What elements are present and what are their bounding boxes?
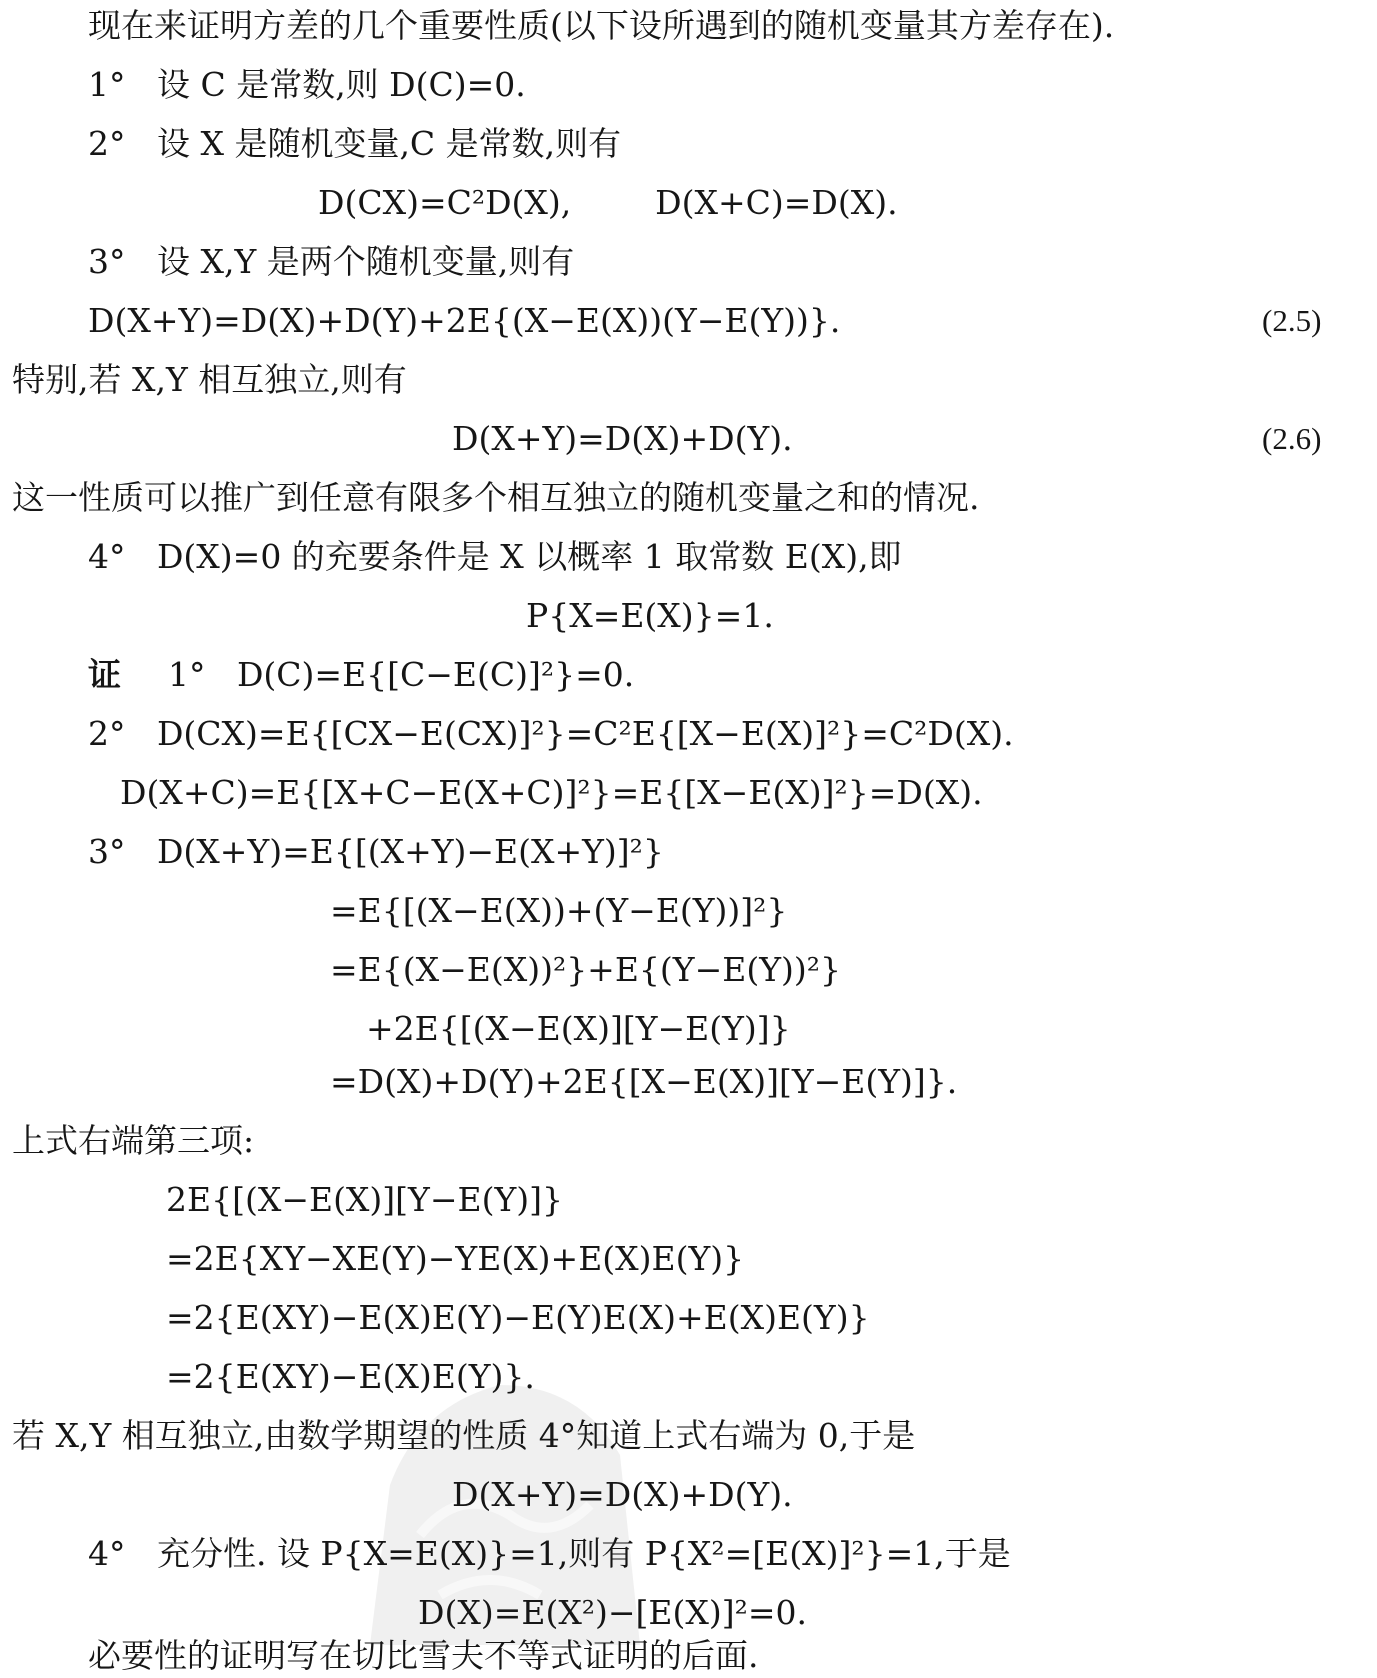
text-line: 这一性质可以推广到任意有限多个相互独立的随机变量之和的情况. — [12, 478, 980, 517]
formula-line: =E{[(X−E(X))+(Y−E(Y))]²} — [330, 891, 788, 930]
text-line: 4° 充分性. 设 P{X=E(X)}=1,则有 P{X²=[E(X)]²}=1,于是 — [88, 1534, 1011, 1573]
formula-line: =2E{XY−XE(Y)−YE(X)+E(X)E(Y)} — [166, 1239, 745, 1278]
text-line: 上式右端第三项: — [12, 1121, 255, 1160]
formula-line: +2E{[(X−E(X)][Y−E(Y)]} — [366, 1009, 791, 1048]
formula-line: P{X=E(X)}=1. — [526, 596, 774, 635]
formula-line: D(X+Y)=D(X)+D(Y). — [452, 1475, 793, 1514]
formula-line: =E{(X−E(X))²}+E{(Y−E(Y))²} — [330, 950, 841, 989]
text-line: 现在来证明方差的几个重要性质(以下设所遇到的随机变量其方差存在). — [88, 6, 1115, 45]
equation-number: (2.6) — [1262, 421, 1322, 456]
text-line: 必要性的证明写在切比雪夫不等式证明的后面. — [88, 1636, 759, 1675]
formula-line: 2° D(CX)=E{[CX−E(CX)]²}=C²E{[X−E(X)]²}=C²D(X). — [88, 714, 1014, 753]
formula-line: =D(X)+D(Y)+2E{[X−E(X)][Y−E(Y)]}. — [330, 1062, 958, 1101]
text-line: 1° 设 C 是常数,则 D(C)=0. — [88, 65, 526, 104]
text-line: 4° D(X)=0 的充要条件是 X 以概率 1 取常数 E(X),即 — [88, 537, 902, 576]
formula-line: =2{E(XY)−E(X)E(Y)−E(Y)E(X)+E(X)E(Y)} — [166, 1298, 870, 1337]
formula-line: D(X)=E(X²)−[E(X)]²=0. — [418, 1593, 808, 1632]
text-line: 3° 设 X,Y 是两个随机变量,则有 — [88, 242, 575, 281]
proof-label: 证 — [88, 655, 121, 694]
formula-line: =2{E(XY)−E(X)E(Y)}. — [166, 1357, 535, 1396]
formula-line: D(X+C)=E{[X+C−E(X+C)]²}=E{[X−E(X)]²}=D(X). — [120, 773, 983, 812]
text-line: 若 X,Y 相互独立,由数学期望的性质 4°知道上式右端为 0,于是 — [12, 1416, 916, 1455]
text-line: 特别,若 X,Y 相互独立,则有 — [12, 360, 407, 399]
formula-line: D(X+Y)=D(X)+D(Y)+2E{(X−E(X))(Y−E(Y))}. — [88, 301, 841, 340]
equation-number: (2.5) — [1262, 303, 1322, 338]
formula-line: 1° D(C)=E{[C−E(C)]²}=0. — [168, 655, 635, 694]
formula-line: 3° D(X+Y)=E{[(X+Y)−E(X+Y)]²} — [88, 832, 664, 871]
formula-line: 2E{[(X−E(X)][Y−E(Y)]} — [166, 1180, 563, 1219]
formula-line: D(X+Y)=D(X)+D(Y). — [452, 419, 793, 458]
formula-line: D(CX)=C²D(X), D(X+C)=D(X). — [318, 183, 898, 222]
text-line: 2° 设 X 是随机变量,C 是常数,则有 — [88, 124, 622, 163]
